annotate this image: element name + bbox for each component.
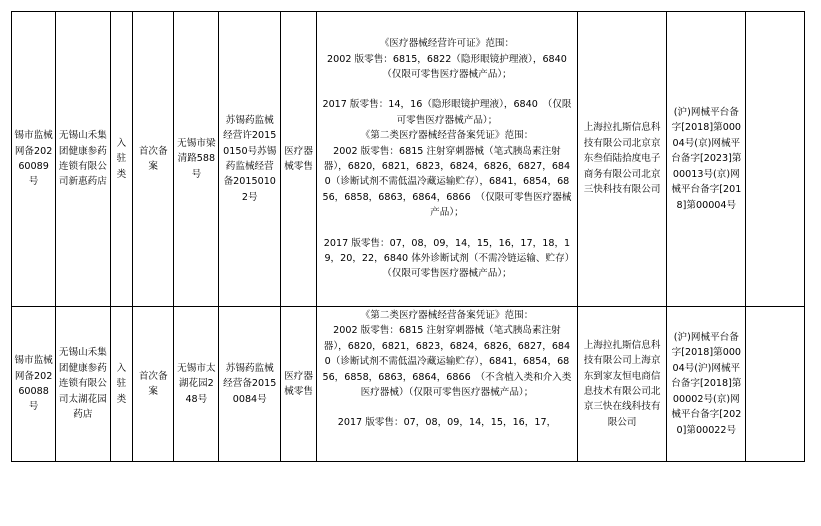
company-name-cell: 无锡山禾集团健康参药连锁有限公司太湖花园药店 (56, 307, 110, 462)
record-number-cell: 锡市监械网备20260088号 (12, 307, 56, 462)
service-type-cell: 医疗器械零售 (281, 307, 317, 462)
scope-line: 2002 版零售：6815 注射穿刺器械（笔式胰岛素注射器），6820，6821，6823，6824，6826，6827，6840（诊断试剂不需低温冷藏运输贮存），6841，6854，6856，6858，6863，6864，6866 （仅限可零售医疗器械产品）； (322, 145, 572, 219)
table-row (12, 12, 805, 307)
company-name-cell: 无锡山禾集团健康参药连锁有限公司新惠药店 (56, 12, 110, 307)
filing-type-cell: 首次备案 (133, 307, 174, 462)
record-number-cell: 锡市监械网备20260089号 (12, 12, 56, 307)
filing-type-cell: 首次备案 (133, 12, 174, 307)
scope-spacer (322, 221, 572, 236)
scope-line: 2002 版零售：6815，6822（隐形眼镜护理液），6840 （仅限可零售医疗器械产品）； (327, 53, 577, 80)
scope-line: 2017 版零售：14，16（隐形眼镜护理液），6840 （仅限可零售医疗器械产品）； (322, 99, 572, 126)
scope-line: 《医疗器械经营许可证》范围： (379, 38, 515, 50)
remark-cell (746, 307, 805, 462)
scope-line: 《第二类医疗器械经营备案凭证》范围： (360, 130, 534, 142)
platform-company-cell: 上海拉扎斯信息科技有限公司上海京东到家友恒电商信息技术有限公司北京三快在线科技有限公司 (577, 307, 666, 462)
platform-record-cell: (沪)网械平台备字[2018]第00004号(沪)网械平台备字[2018]第00002号(京)网械平台备字[2020]第00022号 (667, 307, 746, 462)
platform-record-cell: (沪)网械平台备字[2018]第00004号(京)网械平台备字[2023]第00013号(京)网械平台备字[2018]第00004号 (667, 12, 746, 307)
scope-line: 2017 版零售：07，08，09，14，15，16，17， (337, 417, 557, 429)
address-cell: 无锡市梁清路588号 (174, 12, 219, 307)
scope-spacer (322, 400, 572, 415)
category-cell: 入驻类 (110, 307, 133, 462)
table-row (12, 307, 805, 462)
business-scope-cell (317, 307, 578, 462)
address-cell: 无锡市太湖花园248号 (174, 307, 219, 462)
scope-line: 2002 版零售：6815 注射穿刺器械（笔式胰岛素注射器），6820，6821，6823，6824，6826，6827，6840（诊断试剂不需低温冷藏运输贮存），6841，6854，6856，6858，6863，6864，6866 （不含植入类和介入类医疗器械）（仅限可零售医疗器械产品）； (322, 325, 572, 399)
license-cell: 苏锡药监械经营许20150150号苏锡药监械经营备20150102号 (219, 12, 281, 307)
service-type-cell: 医疗器械零售 (281, 12, 317, 307)
scope-line: 2017 版零售：07，08，09，14，15，16，17，18，19，20，22，6840 体外诊断试剂（不需冷链运输、贮存） （仅限可零售医疗器械产品）； (323, 237, 580, 280)
scope-spacer (322, 82, 572, 97)
scope-line: 《第二类医疗器械经营备案凭证》范围： (360, 310, 534, 321)
filing-table (11, 11, 805, 462)
remark-cell (746, 12, 805, 307)
license-cell: 苏锡药监械经营备20150084号 (219, 307, 281, 462)
category-cell: 入驻类 (110, 12, 133, 307)
business-scope-cell (317, 12, 578, 307)
platform-company-cell: 上海拉扎斯信息科技有限公司北京京东叁佰陆拾度电子商务有限公司北京三快科技有限公司 (577, 12, 666, 307)
